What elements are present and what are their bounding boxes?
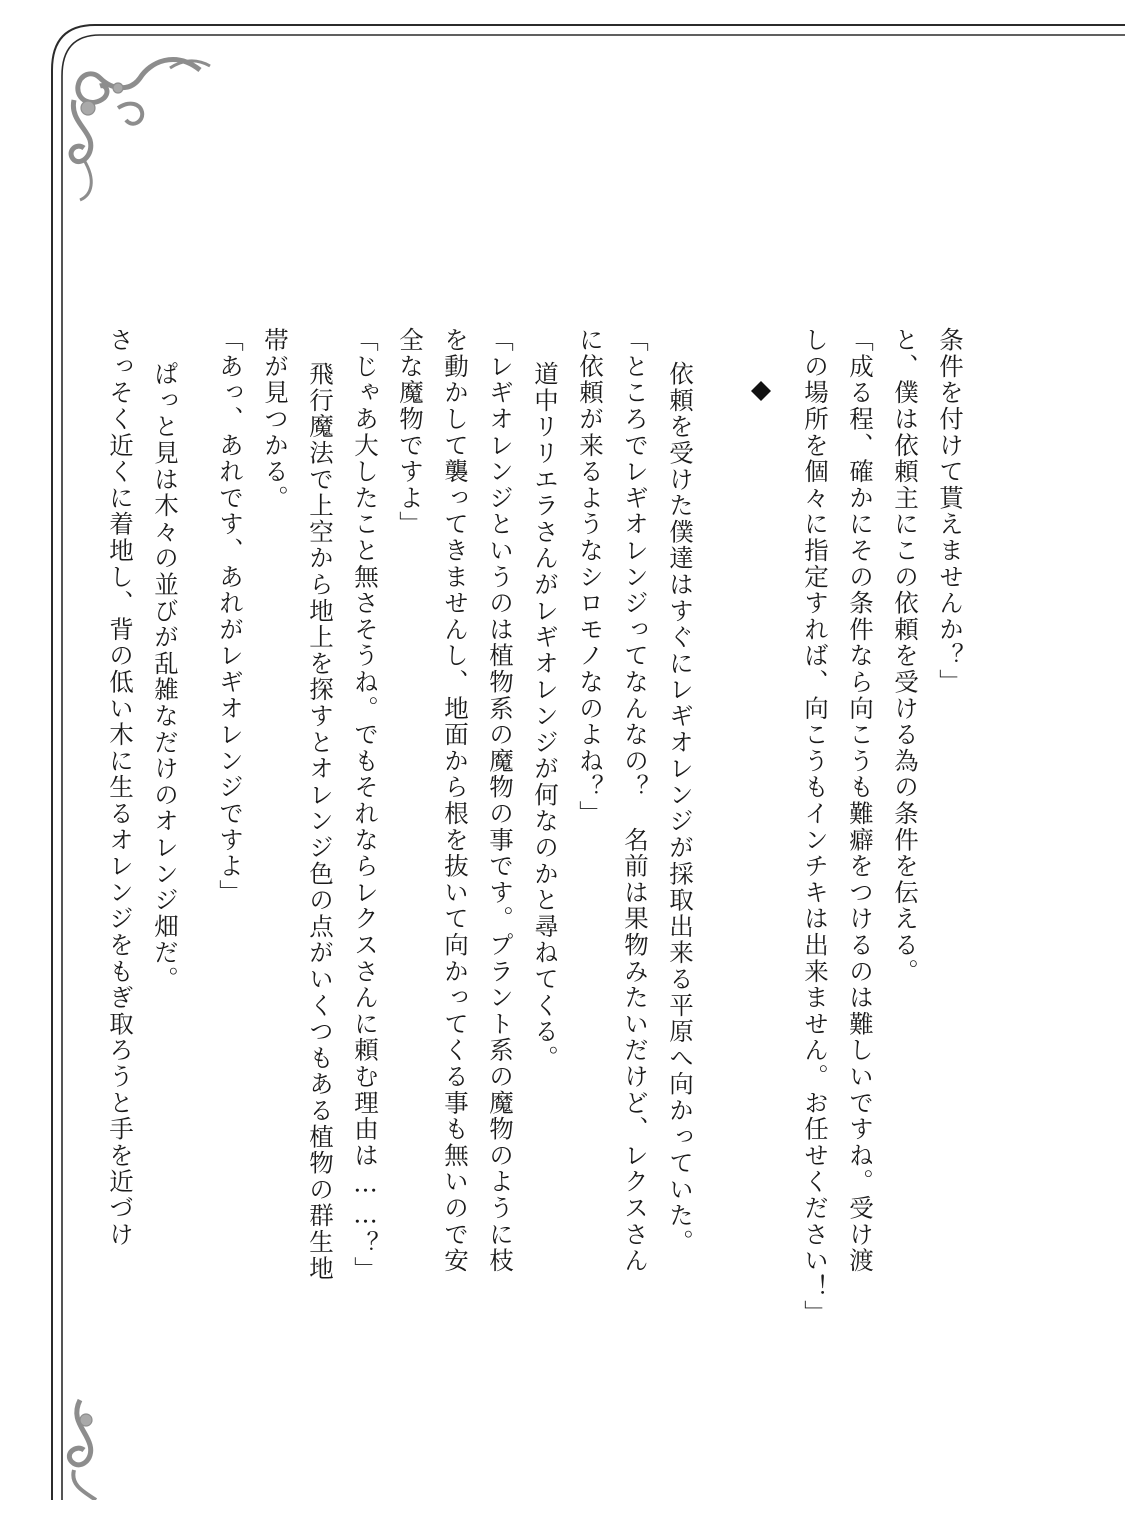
text-line-8: 道中リリエラさんがレギオレンジが何なのかと尋ねてくる。	[531, 361, 560, 1072]
text-line-3: 「成る程、確かにその条件なら向こうも難癖をつけるのは難しいですね。受け渡	[846, 327, 875, 1274]
text-line-5: 依頼を受けた僕達はすぐにレギオレンジが採取出来る平原へ向かっていた。	[666, 361, 695, 1256]
text-line-9: 「レギオレンジというのは植物系の魔物の事です。プラント系の魔物のように枝	[486, 327, 515, 1274]
corner-flourish-bottom	[69, 1400, 96, 1500]
text-line-17: さっそく近くに着地し、背の低い木に生るオレンジをもぎ取ろうと手を近づけ	[106, 327, 135, 1248]
text-line-2: と、僕は依頼主にこの依頼を受ける為の条件を伝える。	[891, 327, 920, 985]
text-line-15: 「あっ、あれです、あれがレギオレンジですよ」	[216, 327, 245, 906]
text-line-7: に依頼が来るようなシロモノなのよね？」	[576, 327, 605, 827]
text-line-12: 「じゃあ大したこと無さそうね。でもそれならレクスさんに頼む理由は……？」	[351, 327, 380, 1283]
text-line-4: しの場所を個々に指定すれば、向こうもインチキは出来ません。お任せください！」	[801, 327, 830, 1327]
text-line-10: を動かして襲ってきませんし、地面から根を抜いて向かってくる事も無いので安	[441, 327, 470, 1274]
text-line-16: ぱっと見は木々の並びが乱雑なだけのオレンジ畑だ。	[151, 361, 180, 993]
text-line-14: 帯が見つかる。	[261, 327, 290, 512]
text-line-13: 飛行魔法で上空から地上を探すとオレンジ色の点がいくつもある植物の群生地	[306, 361, 335, 1282]
section-break-diamond-icon	[750, 380, 772, 402]
corner-flourish-top	[71, 60, 210, 200]
text-line-6: 「ところでレギオレンジってなんなの？ 名前は果物みたいだけど、レクスさん	[621, 327, 650, 1274]
text-line-11: 全な魔物ですよ」	[396, 327, 425, 538]
text-line-1: 条件を付けて貰えませんか？」	[936, 327, 965, 696]
